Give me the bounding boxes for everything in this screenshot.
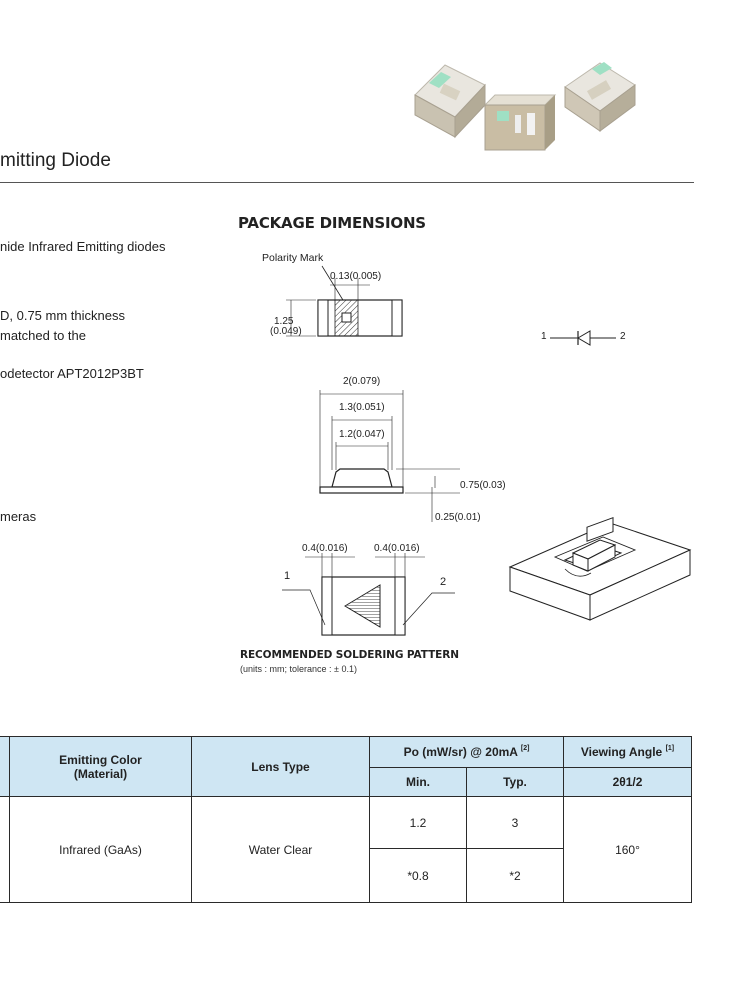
description-line: D, 0.75 mm thickness (0, 308, 125, 323)
dim-inner-width: 1.2(0.047) (339, 429, 385, 440)
spec-table (0, 736, 692, 903)
header-angle-sub: 2θ1/2 (564, 768, 692, 797)
description-line: meras (0, 509, 37, 524)
description-line: nide Infrared Emitting diodes (0, 239, 166, 254)
cell-lens-type: Water Clear (192, 797, 370, 903)
header-viewing-angle (564, 737, 692, 768)
header-min: Min. (370, 768, 467, 797)
header-lens-type: Lens Type (192, 737, 370, 797)
dim-height-inch: (0.049) (270, 326, 302, 337)
package-dimensions-title: PACKAGE DIMENSIONS (238, 214, 426, 232)
table-header-row (0, 737, 692, 768)
led-product-photo (385, 55, 645, 155)
table-row (0, 797, 692, 849)
led-chip-left (415, 65, 485, 137)
dim-pad-left: 0.4(0.016) (302, 543, 348, 554)
cell-typ-1: 3 (467, 797, 564, 849)
header-emitting-color-label: Emitting Color (59, 752, 142, 767)
soldering-pattern-title: RECOMMENDED SOLDERING PATTERN (240, 649, 459, 661)
header-material-label: (Material) (73, 766, 128, 781)
cell-emitting-color: Infrared (GaAs) (10, 797, 192, 903)
pin-1-label: 1 (284, 570, 291, 582)
dim-base: 0.25(0.01) (435, 512, 481, 523)
pin-2-label: 2 (440, 576, 447, 588)
polarity-mark-label: Polarity Mark (262, 252, 324, 264)
description-line: matched to the (0, 328, 86, 343)
side-view-drawing (300, 370, 520, 530)
dim-polarity-mark: 0.13(0.005) (330, 271, 382, 282)
soldering-pattern-units: (units : mm; tolerance : ± 0.1) (240, 664, 357, 674)
dim-total-width: 2(0.079) (343, 376, 381, 387)
dim-pad-right: 0.4(0.016) (374, 543, 420, 554)
header-viewing-angle-note: [1] (665, 745, 675, 752)
header-viewing-angle-label: Viewing Angle (580, 745, 663, 759)
page-title: mitting Diode (0, 150, 111, 171)
header-typ: Typ. (467, 768, 564, 797)
diode-pin-1: 1 (541, 331, 547, 342)
header-po-note: [2] (520, 745, 530, 752)
cell-viewing-angle: 160° (564, 797, 692, 903)
led-chip-center (485, 95, 555, 150)
cell-part (0, 797, 10, 903)
isometric-drawing (505, 495, 695, 625)
diode-pin-2: 2 (620, 331, 626, 342)
header-po-label: Po (mW/sr) @ 20mA (403, 745, 518, 759)
dim-thickness: 0.75(0.03) (460, 480, 506, 491)
top-view-drawing (260, 250, 420, 360)
description-line: odetector APT2012P3BT (0, 366, 144, 381)
cell-min-1: 1.2 (370, 797, 467, 849)
header-emitting-color (10, 737, 192, 797)
header-divider (0, 182, 694, 183)
header-po (370, 737, 564, 768)
dim-top-width: 1.3(0.051) (339, 402, 385, 413)
table-header-part (0, 737, 10, 797)
led-chip-right (565, 62, 635, 131)
cell-typ-2: *2 (467, 849, 564, 903)
bottom-view-drawing (270, 545, 470, 645)
dim-height: 1.25 (274, 316, 294, 327)
cell-min-2: *0.8 (370, 849, 467, 903)
